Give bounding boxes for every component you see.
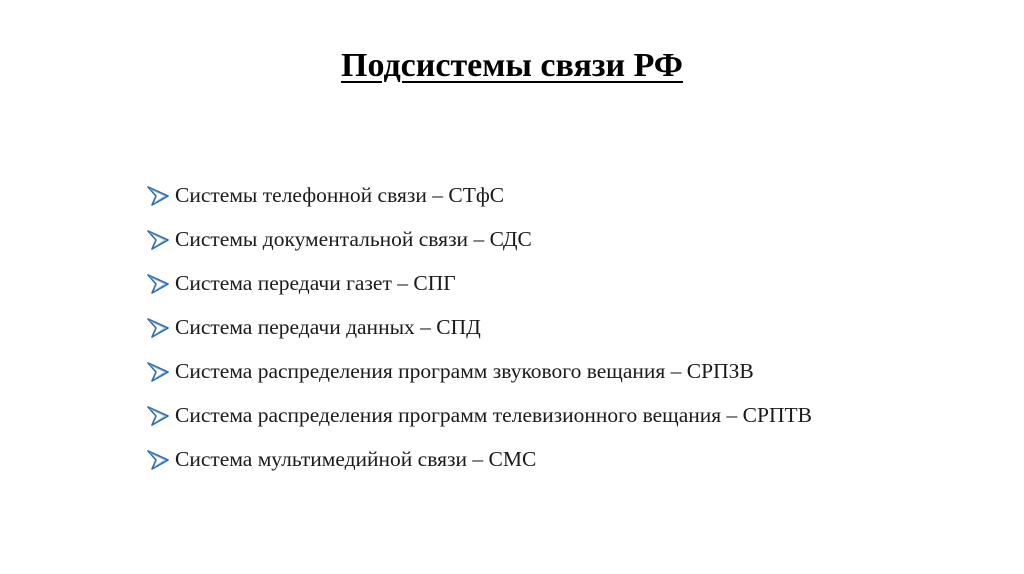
arrow-bullet-icon — [145, 314, 171, 340]
arrow-bullet-icon — [145, 402, 171, 428]
arrow-bullet-icon — [145, 182, 171, 208]
list-item — [145, 393, 812, 437]
arrow-bullet-icon — [145, 270, 171, 296]
arrow-bullet-icon — [145, 226, 171, 252]
list-item-text: Системы документальной связи – СДС — [175, 227, 532, 251]
list-item-text: Система передачи газет – СПГ — [175, 271, 456, 295]
list-item-text: Система передачи данных – СПД — [175, 315, 481, 339]
list-item — [145, 305, 812, 349]
slide-title-text: Подсистемы связи РФ — [341, 47, 683, 84]
list-item — [145, 349, 812, 393]
list-item — [145, 217, 812, 261]
bullet-list — [145, 173, 812, 481]
list-item-text: Системы телефонной связи – СТфС — [175, 183, 505, 207]
list-item-text: Система распределения программ телевизионного вещания – СРПТВ — [175, 403, 812, 427]
list-item-text: Система мультимедийной связи – СМС — [175, 447, 537, 471]
arrow-bullet-icon — [145, 358, 171, 384]
arrow-bullet-icon — [145, 446, 171, 472]
list-item — [145, 437, 812, 481]
list-item — [145, 261, 812, 305]
list-item-text: Система распределения программ звукового вещания – СРПЗВ — [175, 359, 754, 383]
slide-title — [0, 44, 1024, 88]
list-item — [145, 173, 812, 217]
